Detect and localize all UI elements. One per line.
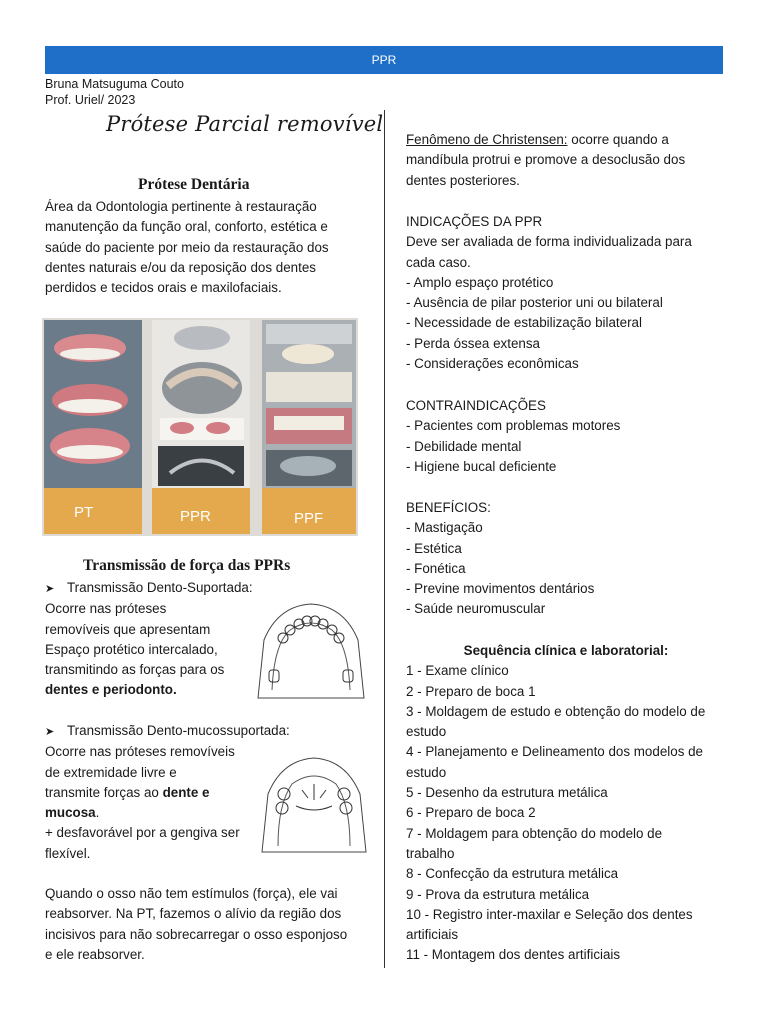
text-fragment: . bbox=[95, 805, 100, 821]
list-item: 1 - Exame clínico bbox=[406, 663, 509, 679]
list-item: 5 - Desenho da estrutura metálica bbox=[406, 785, 608, 801]
header-bar bbox=[45, 46, 723, 74]
photo-label-pt: PT bbox=[74, 504, 94, 521]
list-item: estudo bbox=[406, 764, 447, 780]
bold-text: mucosa bbox=[45, 805, 96, 821]
column-divider bbox=[384, 110, 385, 968]
script-title: Prótese Parcial removível bbox=[106, 112, 384, 136]
indications-section bbox=[406, 212, 726, 374]
bullet-dento-suportada bbox=[45, 578, 275, 701]
text-fragment: ocorre quando a bbox=[567, 132, 669, 147]
list-item: trabalho bbox=[406, 845, 455, 861]
text-line: Ocorre nas próteses bbox=[45, 601, 167, 617]
list-item: 10 - Registro inter-maxilar e Seleção dos dentes bbox=[406, 906, 693, 922]
protese-dentaria-definition bbox=[45, 197, 375, 298]
list-item: - Considerações econômicas bbox=[406, 356, 579, 372]
text-line: reabsorver. Na PT, fazemos o alívio da região dos bbox=[45, 906, 342, 922]
author-name: Bruna Matsuguma Couto bbox=[45, 77, 184, 91]
text-line: incisivos para não sobrecarregar o osso esponjoso bbox=[45, 926, 348, 942]
list-item: 6 - Preparo de boca 2 bbox=[406, 805, 536, 821]
text-line: saúde do paciente por meio da restauração dos bbox=[45, 239, 329, 255]
list-item: - Higiene bucal deficiente bbox=[406, 458, 557, 474]
section-title-protese-dentaria: Prótese Dentária bbox=[138, 176, 250, 193]
text-line: de extremidade livre e bbox=[45, 764, 177, 780]
list-item: - Amplo espaço protético bbox=[406, 274, 554, 290]
text-line: Ocorre nas próteses removíveis bbox=[45, 744, 235, 760]
benefits-title: BENEFÍCIOS: bbox=[406, 500, 491, 515]
text-line: dentes posteriores. bbox=[406, 172, 520, 188]
author-block bbox=[45, 76, 184, 108]
sequence-title: Sequência clínica e laboratorial: bbox=[463, 643, 669, 658]
section-title-transmissao: Transmissão de força das PPRs bbox=[83, 557, 291, 574]
list-item: 4 - Planejamento e Delineamento dos modelos de bbox=[406, 744, 704, 760]
professor-line: Prof. Uriel/ 2023 bbox=[45, 93, 136, 107]
text-line: cada caso. bbox=[406, 254, 471, 270]
photo-label-ppr: PPR bbox=[180, 508, 211, 525]
arrow-bullet-icon: ➤ bbox=[45, 583, 55, 595]
benefits-section bbox=[406, 498, 726, 620]
photo-label-ppf: PPF bbox=[294, 510, 324, 527]
text-line: transmitindo as forças para os bbox=[45, 662, 225, 678]
list-item: artificiais bbox=[406, 927, 459, 943]
text-line: flexível. bbox=[45, 845, 91, 861]
list-item: - Estética bbox=[406, 540, 462, 556]
list-item: estudo bbox=[406, 724, 447, 740]
dental-arch-diagram-dento-suportada bbox=[250, 600, 372, 709]
list-item: - Mastigação bbox=[406, 520, 483, 536]
list-item: 11 - Montagem dos dentes artificiais bbox=[406, 947, 621, 963]
text-line: manutenção da função oral, conforto, estética e bbox=[45, 219, 328, 235]
header-title: PPR bbox=[371, 53, 397, 67]
contraindications-section bbox=[406, 396, 726, 477]
list-item: 3 - Moldagem de estudo e obtenção do modelo de bbox=[406, 703, 706, 719]
christensen-label: Fenômeno de Christensen: bbox=[406, 132, 568, 147]
text-line: Área da Odontologia pertinente à restauração bbox=[45, 199, 317, 214]
prosthesis-photo-collage bbox=[42, 318, 358, 536]
bullet-heading: Transmissão Dento-Suportada: bbox=[67, 580, 253, 595]
text-line: + desfavorável por a gengiva ser bbox=[45, 825, 240, 841]
bullet-heading: Transmissão Dento-mucossuportada: bbox=[67, 723, 290, 738]
list-item: 7 - Moldagem para obtenção do modelo de bbox=[406, 825, 663, 841]
bold-text: dentes e periodonto. bbox=[45, 682, 177, 698]
text-line: mandíbula protrui e promove a desoclusão dos bbox=[406, 152, 686, 168]
osso-estimulo-paragraph bbox=[45, 884, 375, 965]
list-item: 2 - Preparo de boca 1 bbox=[406, 683, 536, 699]
text-fragment: transmite forças ao bbox=[45, 784, 163, 800]
indications-title: INDICAÇÕES DA PPR bbox=[406, 214, 543, 229]
bold-text: dente e bbox=[162, 784, 210, 800]
text-line: Deve ser avaliada de forma individualizada para bbox=[406, 234, 692, 250]
list-item: - Fonética bbox=[406, 560, 466, 576]
sequence-section bbox=[406, 641, 726, 966]
list-item: 9 - Prova da estrutura metálica bbox=[406, 886, 590, 902]
bullet-dento-mucossuportada bbox=[45, 721, 290, 864]
list-item: - Ausência de pilar posterior uni ou bilateral bbox=[406, 295, 663, 311]
text-line: Espaço protético intercalado, bbox=[45, 641, 218, 657]
text-line: removíveis que apresentam bbox=[45, 621, 211, 637]
contraindications-title: CONTRAINDICAÇÕES bbox=[406, 398, 546, 413]
list-item: - Previne movimentos dentários bbox=[406, 581, 595, 597]
list-item: - Necessidade de estabilização bilateral bbox=[406, 315, 642, 331]
list-item: - Debilidade mental bbox=[406, 438, 522, 454]
text-line: dentes naturais e/ou da reposição dos dentes bbox=[45, 259, 316, 275]
dental-arch-diagram-mucossuportada bbox=[256, 754, 372, 861]
text-line: e ele reabsorver. bbox=[45, 946, 145, 962]
arrow-bullet-icon: ➤ bbox=[45, 726, 55, 738]
list-item: - Perda óssea extensa bbox=[406, 335, 540, 351]
list-item: - Pacientes com problemas motores bbox=[406, 418, 621, 434]
text-line: perdidos e tecidos orais e maxilofaciais. bbox=[45, 280, 282, 296]
christensen-paragraph bbox=[406, 130, 726, 191]
list-item: - Saúde neuromuscular bbox=[406, 601, 546, 617]
text-line: Quando o osso não tem estímulos (força), ele vai bbox=[45, 886, 338, 901]
list-item: 8 - Confecção da estrutura metálica bbox=[406, 866, 619, 882]
